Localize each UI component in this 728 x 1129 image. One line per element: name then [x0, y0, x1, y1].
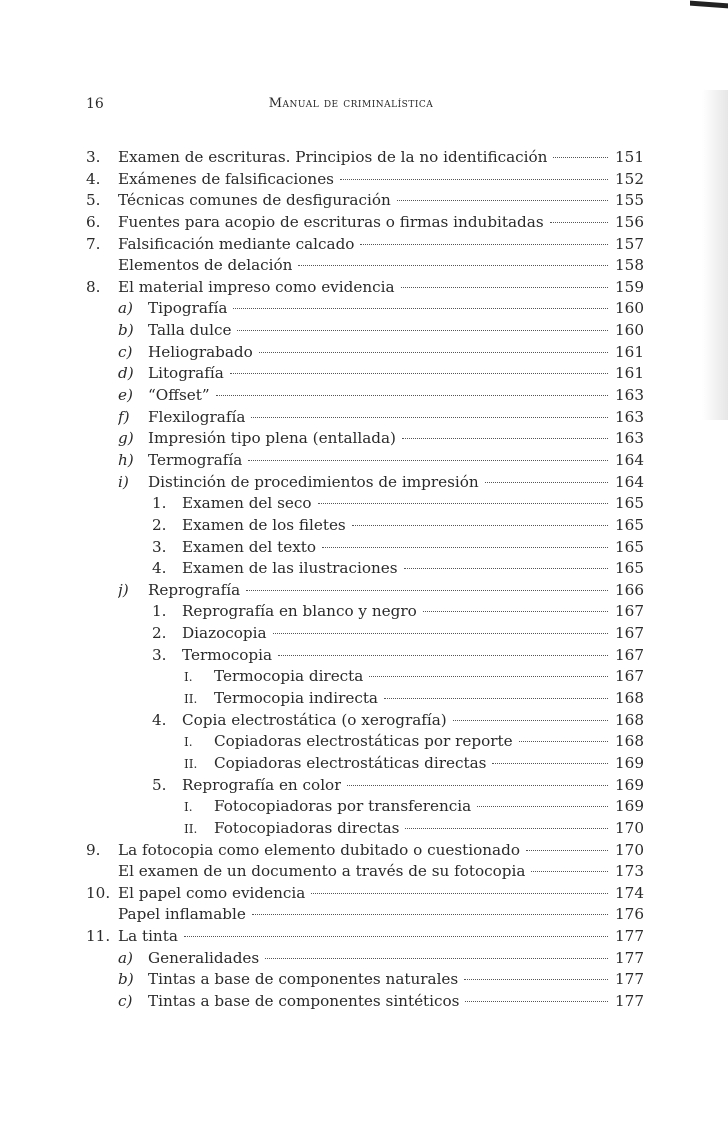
- toc-entry-title-wrap: [152, 623, 267, 645]
- toc-entry-title-wrap: [118, 147, 547, 169]
- dot-leader: [184, 936, 608, 937]
- dot-leader: [259, 352, 608, 353]
- dot-leader: [352, 525, 608, 526]
- toc-entry-title: Generalidades: [148, 948, 260, 967]
- toc-entry-title-wrap: [118, 190, 391, 212]
- toc-entry-label: g): [118, 429, 134, 448]
- toc-entry: [86, 147, 644, 169]
- toc-entry-label: 4.: [152, 559, 167, 578]
- toc-entry-title: El papel como evidencia: [118, 883, 306, 902]
- toc-entry-page: 168: [615, 689, 644, 708]
- toc-entry-page: 157: [615, 234, 644, 253]
- toc-entry-label: c): [118, 991, 133, 1010]
- toc-entry-label: 4.: [152, 710, 167, 729]
- scan-corner-mark: [690, 1, 728, 9]
- toc-entry: [86, 493, 644, 515]
- toc-entry-title: Tintas a base de componentes naturales: [148, 970, 459, 989]
- toc-entry-title: Distinción de procedimientos de impresión: [148, 472, 479, 491]
- toc-entry-title: Termografía: [148, 450, 243, 469]
- dot-leader: [477, 806, 608, 807]
- toc-entry-label: I.: [184, 735, 193, 750]
- toc-entry-page: 163: [615, 386, 644, 405]
- page-number: 16: [86, 96, 104, 112]
- toc-entry-title: Litografía: [148, 364, 224, 383]
- toc-entry-page: 165: [615, 559, 644, 578]
- toc-entry-label: 1.: [152, 602, 167, 621]
- toc-entry-label: b): [118, 970, 134, 989]
- toc-entry-title: Copia electrostática (o xerografía): [182, 710, 447, 729]
- toc-entry: [86, 666, 644, 688]
- scan-edge-shadow: [702, 90, 728, 420]
- toc-entry-title-wrap: [118, 298, 227, 320]
- toc-entry-page: 161: [615, 342, 644, 361]
- toc-entry-title: Copiadoras electrostáticas por reporte: [214, 732, 513, 751]
- toc-entry-title-wrap: [118, 212, 544, 234]
- toc-entry-label: e): [118, 386, 133, 405]
- toc-entry-page: 166: [615, 580, 644, 599]
- toc-entry: [86, 428, 644, 450]
- toc-entry: [86, 796, 644, 818]
- toc-entry: [86, 320, 644, 342]
- toc-entry-label: d): [118, 364, 134, 383]
- toc-entry-title-wrap: [118, 363, 224, 385]
- toc-entry: [86, 580, 644, 602]
- toc-entry-page: 160: [615, 299, 644, 318]
- toc-entry-title-wrap: [118, 883, 305, 905]
- toc-entry-page: 165: [615, 494, 644, 513]
- toc-entry-label: h): [118, 450, 134, 469]
- dot-leader: [265, 958, 608, 959]
- toc-entry-title-wrap: [118, 428, 396, 450]
- toc-entry-title-wrap: [118, 948, 259, 970]
- toc-entry-title: Reprografía: [148, 580, 241, 599]
- toc-entry-page: 177: [615, 970, 644, 989]
- toc-entry-page: 168: [615, 710, 644, 729]
- toc-entry: [86, 883, 644, 905]
- toc-entry-title-wrap: [118, 904, 246, 926]
- toc-entry: [86, 948, 644, 970]
- toc-entry: [86, 169, 644, 191]
- toc-entry-title-wrap: [152, 537, 316, 559]
- toc-entry-page: 170: [615, 818, 644, 837]
- toc-entry-page: 163: [615, 429, 644, 448]
- toc-entry-label: 3.: [152, 537, 167, 556]
- dot-leader: [318, 503, 608, 504]
- toc-entry-label: II.: [184, 756, 198, 771]
- toc-entry: [86, 342, 644, 364]
- toc-entry-title: Examen de los filetes: [182, 515, 346, 534]
- toc-entry-title-wrap: [184, 731, 513, 754]
- dot-leader: [384, 698, 608, 699]
- dot-leader: [453, 720, 608, 721]
- toc-entry: [86, 710, 644, 732]
- dot-leader: [397, 200, 608, 201]
- toc-entry-title: Termocopia indirecta: [214, 689, 378, 708]
- dot-leader: [233, 308, 608, 309]
- toc-entry-title-wrap: [184, 688, 378, 711]
- dot-leader: [230, 373, 608, 374]
- toc-entry-title: Copiadoras electrostáticas directas: [214, 753, 487, 772]
- toc-entry: [86, 775, 644, 797]
- toc-entry-label: a): [118, 948, 133, 967]
- toc-entry: [86, 688, 644, 710]
- toc-entry-title: Impresión tipo plena (entallada): [148, 429, 396, 448]
- dot-leader: [465, 1001, 608, 1002]
- toc-entry-title: Reprografía en color: [182, 775, 342, 794]
- toc-entry-title: “Offset”: [148, 386, 210, 405]
- toc-entry-title-wrap: [118, 861, 525, 883]
- toc-entry: [86, 255, 644, 277]
- toc-entry: [86, 450, 644, 472]
- dot-leader: [311, 893, 608, 894]
- toc-entry-title: Talla dulce: [148, 321, 232, 340]
- toc-entry-page: 170: [615, 840, 644, 859]
- dot-leader: [347, 785, 608, 786]
- toc-entry-title: Heliograbado: [148, 342, 253, 361]
- toc-entry-label: II.: [184, 692, 198, 707]
- dot-leader: [252, 914, 608, 915]
- toc-entry: [86, 840, 644, 862]
- toc-entry-title-wrap: [152, 493, 312, 515]
- toc-entry-title-wrap: [184, 818, 399, 841]
- dot-leader: [492, 763, 608, 764]
- toc-entry-label: c): [118, 342, 133, 361]
- dot-leader: [216, 395, 608, 396]
- toc-entry-title: Termocopia directa: [214, 667, 364, 686]
- toc-entry: [86, 861, 644, 883]
- toc-entry-label: f): [118, 407, 130, 426]
- toc-entry-label: a): [118, 299, 133, 318]
- toc-entry: [86, 407, 644, 429]
- toc-entry: [86, 645, 644, 667]
- toc-entry-title-wrap: [152, 710, 447, 732]
- dot-leader: [464, 979, 608, 980]
- toc-entry-page: 155: [615, 191, 644, 210]
- dot-leader: [402, 438, 608, 439]
- toc-entry-page: 167: [615, 645, 644, 664]
- toc-entry-title: El material impreso como evidencia: [118, 277, 395, 296]
- toc-entry-page: 177: [615, 948, 644, 967]
- toc-entry-title-wrap: [118, 969, 458, 991]
- toc-entry-page: 168: [615, 732, 644, 751]
- toc-entry: [86, 558, 644, 580]
- toc-entry: [86, 277, 644, 299]
- toc-entry-number: 9.: [86, 840, 101, 859]
- toc-entry-title: Diazocopia: [182, 624, 267, 643]
- toc-entry: [86, 753, 644, 775]
- toc-entry: [86, 969, 644, 991]
- toc-entry-number: 10.: [86, 883, 111, 902]
- toc-entry-title: La fotocopia como elemento dubitado o cuestionado: [118, 840, 520, 859]
- toc-entry-title: Examen de las ilustraciones: [182, 559, 398, 578]
- toc-entry-page: 176: [615, 905, 644, 924]
- toc-entry-title-wrap: [118, 255, 292, 277]
- dot-leader: [526, 850, 608, 851]
- toc-entry-title-wrap: [118, 407, 245, 429]
- toc-entry: [86, 537, 644, 559]
- toc-entry-title: El examen de un documento a través de su fotocopia: [118, 862, 526, 881]
- toc-entry-title: Exámenes de falsificaciones: [118, 169, 334, 188]
- dot-leader: [401, 287, 608, 288]
- dot-leader: [550, 222, 608, 223]
- toc-entry: [86, 363, 644, 385]
- toc-entry-page: 174: [615, 883, 644, 902]
- toc-entry-label: 5.: [152, 775, 167, 794]
- toc-entry-page: 169: [615, 753, 644, 772]
- toc-entry-page: 151: [615, 148, 644, 166]
- toc-entry-page: 167: [615, 624, 644, 643]
- toc-entry-label: 1.: [152, 494, 167, 513]
- toc-entry-title-wrap: [118, 926, 178, 948]
- toc-entry: [86, 904, 644, 926]
- toc-entry-label: 2.: [152, 624, 167, 643]
- toc-entry-page: 169: [615, 775, 644, 794]
- dot-leader: [519, 741, 608, 742]
- dot-leader: [246, 590, 608, 591]
- toc-entry-page: 159: [615, 277, 644, 296]
- toc-entry: [86, 991, 644, 1013]
- toc-entry-title-wrap: [118, 320, 231, 342]
- toc-entry-number: 7.: [86, 234, 101, 253]
- toc-entry: [86, 601, 644, 623]
- toc-entry-label: 2.: [152, 515, 167, 534]
- toc-entry-title: La tinta: [118, 927, 178, 946]
- toc-entry-title: Fuentes para acopio de escrituras o firmas indubitadas: [118, 212, 544, 231]
- toc-entry-page: 163: [615, 407, 644, 426]
- toc-entry: [86, 731, 644, 753]
- toc-entry-page: 167: [615, 667, 644, 686]
- toc-entry-title: Falsificación mediante calcado: [118, 234, 355, 253]
- toc-entry: [86, 623, 644, 645]
- toc-entry-page: 177: [615, 991, 644, 1010]
- toc-entry-number: 3.: [86, 148, 101, 166]
- toc-entry-title-wrap: [152, 645, 272, 667]
- toc-entry-label: j): [118, 580, 129, 599]
- toc-entry: [86, 926, 644, 948]
- dot-leader: [340, 179, 608, 180]
- dot-leader: [248, 460, 608, 461]
- dot-leader: [423, 611, 608, 612]
- toc-entry-title-wrap: [152, 775, 341, 797]
- toc-entry-title: Fotocopiadoras por transferencia: [214, 797, 472, 816]
- dot-leader: [278, 655, 608, 656]
- toc-entry-label: II.: [184, 821, 198, 836]
- toc-entry-title-wrap: [118, 277, 395, 299]
- toc-entry-page: 161: [615, 364, 644, 383]
- toc-entry-title-wrap: [118, 450, 242, 472]
- toc-entry-title: Elementos de delación: [118, 256, 293, 275]
- toc-entry-title-wrap: [118, 234, 354, 256]
- toc-entry-page: 164: [615, 450, 644, 469]
- dot-leader: [251, 417, 608, 418]
- dot-leader: [405, 828, 608, 829]
- toc-entry-number: 4.: [86, 169, 101, 188]
- dot-leader: [237, 330, 608, 331]
- dot-leader: [531, 871, 608, 872]
- toc-entry: [86, 515, 644, 537]
- toc-entry-title-wrap: [118, 342, 253, 364]
- toc-entry-title-wrap: [184, 796, 471, 819]
- toc-entry: [86, 212, 644, 234]
- toc-entry-title-wrap: [152, 515, 346, 537]
- dot-leader: [369, 676, 608, 677]
- running-title: Manual de criminalística: [268, 96, 434, 111]
- toc-entry-title: Flexilografía: [148, 407, 246, 426]
- dot-leader: [553, 157, 608, 158]
- toc-entry-title-wrap: [184, 666, 363, 689]
- toc-entry-title: Examen del texto: [182, 537, 317, 556]
- dot-leader: [322, 547, 608, 548]
- page-header: [86, 96, 616, 118]
- toc-entry-title-wrap: [118, 580, 240, 602]
- dot-leader: [298, 265, 608, 266]
- toc-entry-title-wrap: [118, 169, 334, 191]
- toc-entry-page: 152: [615, 169, 644, 188]
- toc-entry: [86, 190, 644, 212]
- toc-entry-title-wrap: [184, 753, 486, 776]
- toc-entry: [86, 818, 644, 840]
- toc-entry-title: Examen de escrituras. Principios de la no identificación: [118, 148, 548, 166]
- toc-entry-page: 173: [615, 862, 644, 881]
- toc-entry-page: 158: [615, 256, 644, 275]
- toc-entry-title: Termocopia: [182, 645, 273, 664]
- toc-entry-title-wrap: [118, 472, 479, 494]
- toc-entry: [86, 385, 644, 407]
- dot-leader: [273, 633, 608, 634]
- toc-entry-number: 5.: [86, 191, 101, 210]
- toc-entry: [86, 472, 644, 494]
- toc-entry: [86, 234, 644, 256]
- toc-entry-title: Tipografía: [148, 299, 228, 318]
- toc-entry-number: 11.: [86, 927, 111, 946]
- toc-entry-page: 165: [615, 515, 644, 534]
- dot-leader: [360, 244, 608, 245]
- toc-entry-title: Fotocopiadoras directas: [214, 818, 400, 837]
- toc-entry-label: 3.: [152, 645, 167, 664]
- toc-entry-title: Reprografía en blanco y negro: [182, 602, 417, 621]
- toc-entry-number: 8.: [86, 277, 101, 296]
- toc-entry-page: 169: [615, 797, 644, 816]
- toc-entry-title: Examen del seco: [182, 494, 312, 513]
- toc-entry-label: I.: [184, 670, 193, 685]
- table-of-contents: [86, 147, 644, 1013]
- toc-entry: [86, 298, 644, 320]
- toc-entry-page: 165: [615, 537, 644, 556]
- toc-entry-title: Técnicas comunes de desfiguración: [118, 191, 391, 210]
- dot-leader: [404, 568, 608, 569]
- toc-entry-label: I.: [184, 800, 193, 815]
- toc-entry-page: 177: [615, 927, 644, 946]
- toc-entry-title-wrap: [118, 385, 210, 407]
- dot-leader: [485, 482, 608, 483]
- toc-entry-page: 156: [615, 212, 644, 231]
- toc-entry-page: 160: [615, 321, 644, 340]
- toc-entry-title-wrap: [152, 558, 398, 580]
- toc-entry-title-wrap: [152, 601, 417, 623]
- toc-entry-title-wrap: [118, 840, 520, 862]
- toc-entry-label: b): [118, 321, 134, 340]
- toc-entry-page: 167: [615, 602, 644, 621]
- toc-entry-title-wrap: [118, 991, 459, 1013]
- toc-entry-title: Tintas a base de componentes sintéticos: [148, 991, 460, 1010]
- toc-entry-label: i): [118, 472, 129, 491]
- toc-entry-title: Papel inflamable: [118, 905, 246, 924]
- toc-entry-page: 164: [615, 472, 644, 491]
- toc-entry-number: 6.: [86, 212, 101, 231]
